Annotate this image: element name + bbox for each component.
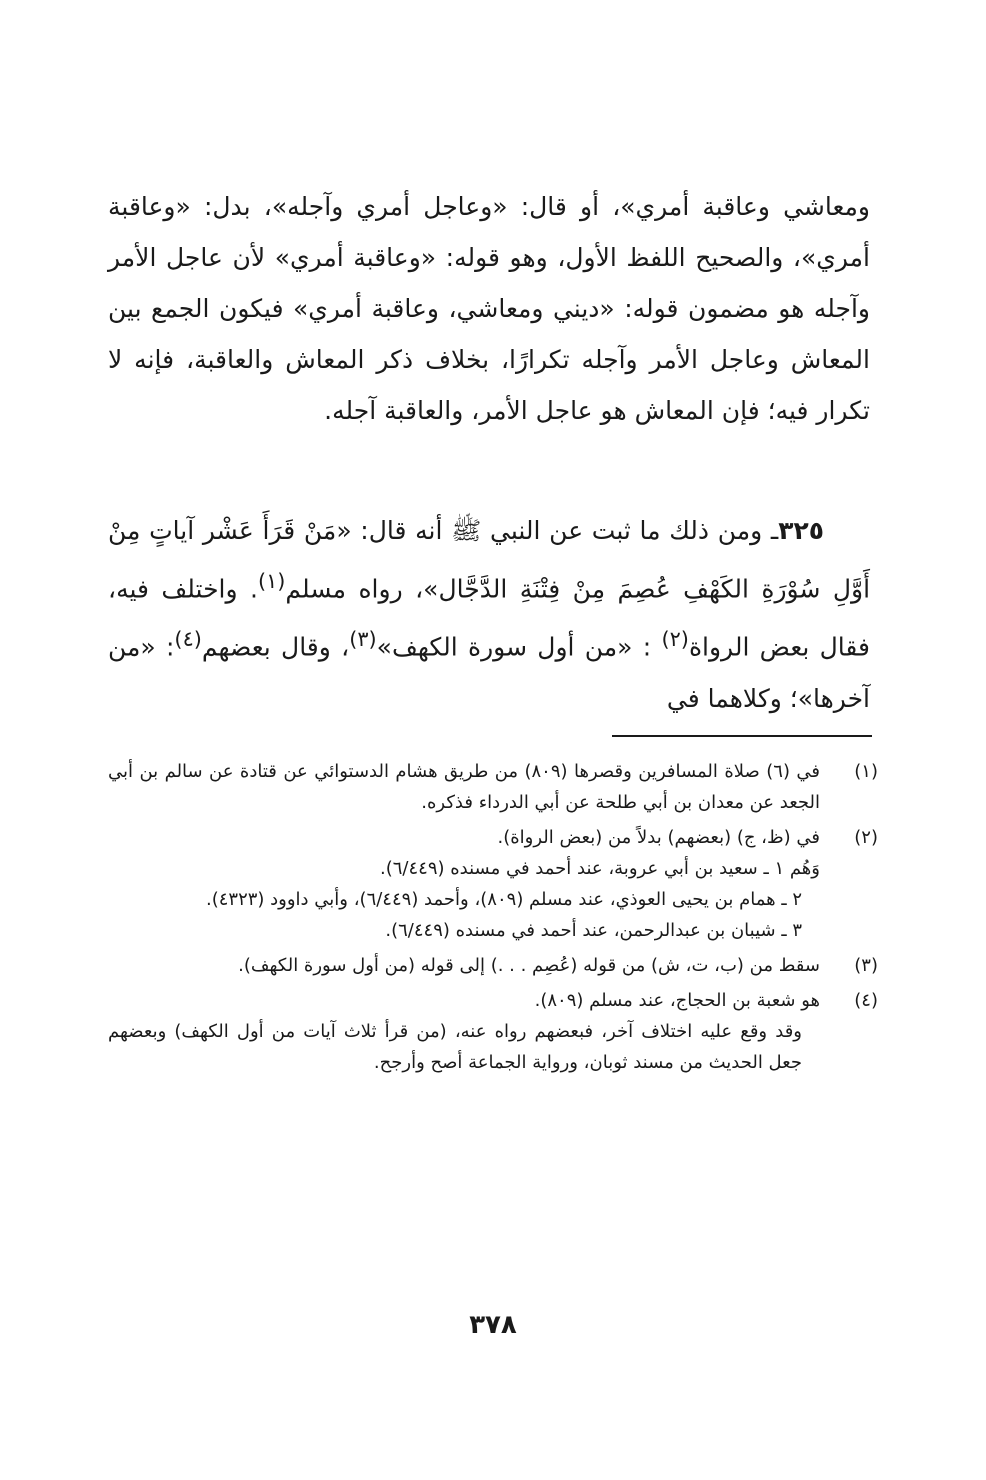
footnote-text: ٣ ـ شيبان بن عبدالرحمن، عند أحمد في مسنده (٦/٤٤٩).: [385, 920, 802, 941]
body-paragraph-1: [108, 156, 870, 461]
footnote-ref-1[interactable]: (١): [257, 569, 286, 593]
paragraph-segment: ، وقال بعضهم: [201, 632, 350, 662]
paragraph-text: ومعاشي وعاقبة أمري»، أو قال: «وعاجل أمري وآجله»، بدل: «وعاقبة أمري»، والصحيح اللفظ الأول، وهو قوله: «وعاقبة أمري» لأن عاجل الأمر وآجله هو مضمون قوله: «ديني ومعاشي، وعاقبة أمري» فيكون الجمع بين المعاش وعاجل الأمر وآجله تكرارًا، بخلاف ذكر المعاش والعاقبة، فإنه لا تكرار فيه؛ فإن المعاش هو عاجل الأمر، والعاقبة آجله.: [108, 192, 870, 425]
hadith-quote: «مَنْ قَرَأَ عَشْر آياتٍ مِنْ أَوَّلِ سُوْرَةِ الكَهْفِ عُصِمَ مِنْ فِتْنَةِ الدَّجَّال»: [108, 516, 871, 604]
footnote-text: في (٦) صلاة المسافرين وقصرها (٨٠٩) من طريق هشام الدستوائي عن قتادة عن سالم بن أبي الجعد عن معدان بن أبي طلحة عن أبي الدرداء فذكره.: [108, 761, 820, 813]
footnote-number: (٢): [854, 827, 878, 848]
page-number: ٣٧٨: [469, 1310, 517, 1340]
paragraph-segment: : «من آخرها»؛ وكلاهما في: [108, 632, 870, 713]
footnote-ref-2[interactable]: (٢): [661, 627, 689, 652]
paragraph-segment: . واختلف فيه، فقال بعض الرواة: [108, 574, 870, 662]
section-number: ٣٢٥: [778, 516, 825, 545]
footnote-text: في (ظ، ج) (بعضهم) بدلاً من (بعض الرواة).: [497, 827, 820, 848]
paragraph-text: [108, 505, 870, 724]
footnote-text: ٢ ـ همام بن يحيى العوذي، عند مسلم (٨٠٩)، وأحمد (٦/٤٤٩)، وأبي داوود (٤٣٢٣).: [205, 889, 802, 910]
footnote-number: (٣): [854, 955, 878, 976]
footnote-ref-3[interactable]: (٣): [349, 627, 377, 652]
paragraph-intro: ـ ومن ذلك ما ثبت عن النبي ﷺ أنه قال:: [351, 516, 779, 545]
footnotes: [108, 756, 878, 1082]
footnote-text: سقط من (ب، ت، ش) من قوله (عُصِم . . .) إلى قوله (من أول سورة الكهف).: [238, 955, 820, 976]
footnote-4: [108, 985, 878, 1078]
footnote-3: [108, 950, 878, 981]
footnote-text: وَهُم ١ ـ سعيد بن أبي عروبة، عند أحمد في مسنده (٦/٤٤٩).: [380, 858, 820, 879]
footnote-separator: [612, 735, 872, 737]
footnote-text: وقد وقع عليه اختلاف آخر، فبعضهم رواه عنه، (من قرأ ثلاث آيات من أول الكهف) وبعضهم جعل الحديث من مسند ثوبان، ورواية الجماعة أصح وأرجح.: [108, 1021, 802, 1073]
footnote-1: [108, 756, 878, 818]
paragraph-segment: : «من أول سورة الكهف»: [376, 632, 662, 662]
footnote-number: (١): [854, 761, 878, 782]
footnote-text: هو شعبة بن الحجاج، عند مسلم (٨٠٩).: [534, 990, 820, 1011]
footnote-ref-4[interactable]: (٤): [174, 627, 202, 652]
footnote-number: (٤): [854, 990, 878, 1011]
body-paragraph-2: [108, 480, 870, 749]
paragraph-segment: ، رواه مسلم: [285, 574, 424, 604]
footnote-2: [108, 822, 878, 946]
